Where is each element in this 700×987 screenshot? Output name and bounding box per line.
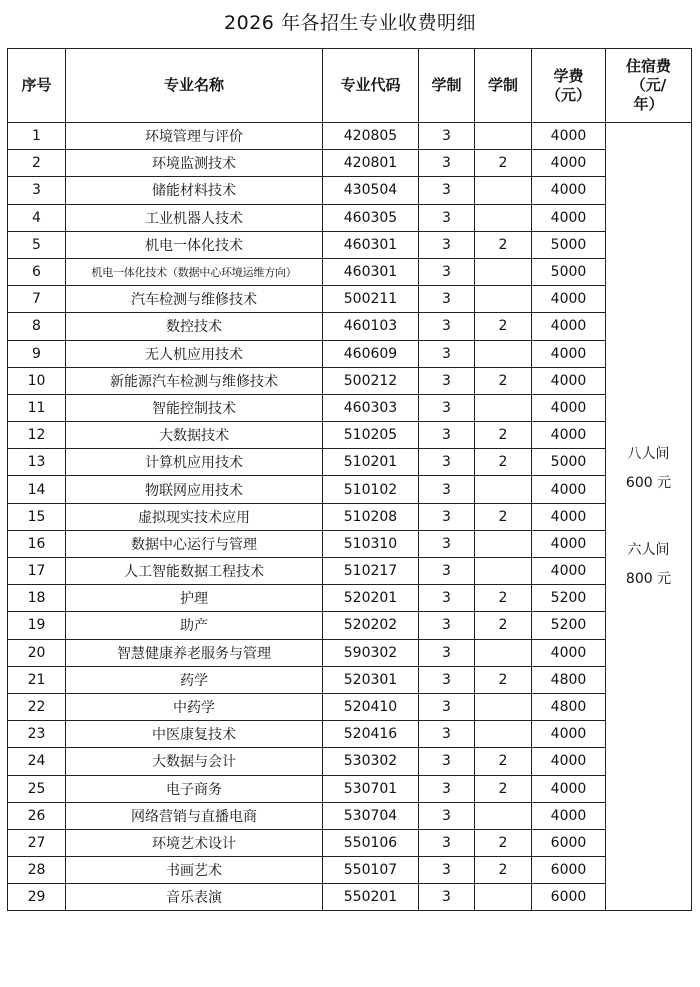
header-major-code: 专业代码 [323, 49, 419, 123]
cell-major-code: 520201 [323, 585, 419, 612]
cell-duration-2: 2 [475, 231, 532, 258]
table-row [8, 829, 692, 856]
cell-tuition: 4000 [532, 150, 606, 177]
header-seq: 序号 [8, 49, 66, 123]
table-row [8, 585, 692, 612]
cell-duration: 3 [419, 612, 475, 639]
table-row [8, 123, 692, 150]
cell-major-name: 书画艺术 [66, 857, 323, 884]
cell-duration-2: 2 [475, 313, 532, 340]
table-row [8, 204, 692, 231]
cell-major-name: 网络营销与直播电商 [66, 802, 323, 829]
cell-major-name: 计算机应用技术 [66, 449, 323, 476]
cell-seq: 16 [8, 530, 66, 557]
cell-tuition: 4000 [532, 204, 606, 231]
table-row [8, 693, 692, 720]
document-title: 2026 年各招生专业收费明细 [224, 12, 476, 34]
header-row [8, 49, 692, 123]
cell-tuition: 4000 [532, 340, 606, 367]
cell-duration-2 [475, 340, 532, 367]
cell-major-name: 电子商务 [66, 775, 323, 802]
cell-major-code: 460305 [323, 204, 419, 231]
cell-seq: 18 [8, 585, 66, 612]
table-row [8, 775, 692, 802]
cell-duration: 3 [419, 476, 475, 503]
cell-tuition: 4000 [532, 748, 606, 775]
cell-seq: 20 [8, 639, 66, 666]
cell-tuition: 4000 [532, 313, 606, 340]
cell-major-code: 520301 [323, 666, 419, 693]
cell-major-code: 500211 [323, 286, 419, 313]
cell-major-code: 550201 [323, 884, 419, 911]
table-row [8, 476, 692, 503]
cell-major-name: 环境管理与评价 [66, 123, 323, 150]
fee-table [7, 48, 692, 911]
cell-tuition: 4000 [532, 802, 606, 829]
cell-tuition: 4000 [532, 639, 606, 666]
cell-duration-2: 2 [475, 449, 532, 476]
cell-tuition: 6000 [532, 857, 606, 884]
cell-duration-2: 2 [475, 829, 532, 856]
cell-duration: 3 [419, 150, 475, 177]
dorm-option-six-label: 六人间 [627, 541, 670, 558]
cell-duration-2 [475, 802, 532, 829]
cell-seq: 26 [8, 802, 66, 829]
cell-seq: 23 [8, 721, 66, 748]
cell-duration: 3 [419, 231, 475, 258]
table-row [8, 313, 692, 340]
cell-major-code: 420805 [323, 123, 419, 150]
table-row [8, 258, 692, 285]
cell-duration-2: 2 [475, 857, 532, 884]
table-row [8, 340, 692, 367]
cell-duration: 3 [419, 286, 475, 313]
cell-tuition: 4000 [532, 775, 606, 802]
cell-tuition: 4000 [532, 123, 606, 150]
cell-seq: 13 [8, 449, 66, 476]
cell-tuition: 5000 [532, 231, 606, 258]
cell-duration-2: 2 [475, 367, 532, 394]
table-row [8, 884, 692, 911]
cell-duration-2 [475, 639, 532, 666]
cell-duration: 3 [419, 204, 475, 231]
dorm-option-six-price: 800 元 [625, 570, 672, 587]
cell-seq: 22 [8, 693, 66, 720]
cell-tuition: 4800 [532, 666, 606, 693]
cell-tuition: 5200 [532, 612, 606, 639]
cell-duration: 3 [419, 721, 475, 748]
cell-seq: 24 [8, 748, 66, 775]
cell-duration: 3 [419, 639, 475, 666]
cell-major-code: 460301 [323, 258, 419, 285]
cell-duration-2: 2 [475, 422, 532, 449]
table-row [8, 558, 692, 585]
cell-duration: 3 [419, 748, 475, 775]
cell-duration-2: 2 [475, 585, 532, 612]
table-row [8, 721, 692, 748]
header-dorm-line3: 年） [633, 95, 664, 113]
cell-major-name: 大数据技术 [66, 422, 323, 449]
header-duration: 学制 [419, 49, 475, 123]
cell-major-name: 音乐表演 [66, 884, 323, 911]
cell-major-code: 510205 [323, 422, 419, 449]
cell-tuition: 4000 [532, 558, 606, 585]
cell-duration-2 [475, 177, 532, 204]
cell-duration: 3 [419, 449, 475, 476]
table-row [8, 530, 692, 557]
cell-seq: 29 [8, 884, 66, 911]
cell-duration-2: 2 [475, 150, 532, 177]
header-dorm-line2: （元/ [630, 76, 667, 94]
cell-major-name: 环境监测技术 [66, 150, 323, 177]
cell-duration-2: 2 [475, 748, 532, 775]
cell-major-code: 510217 [323, 558, 419, 585]
cell-major-code: 460609 [323, 340, 419, 367]
header-dorm-line1: 住宿费 [625, 57, 671, 75]
cell-major-code: 520416 [323, 721, 419, 748]
cell-duration-2 [475, 558, 532, 585]
cell-major-code: 530704 [323, 802, 419, 829]
cell-seq: 11 [8, 394, 66, 421]
cell-duration: 3 [419, 884, 475, 911]
cell-duration: 3 [419, 666, 475, 693]
cell-seq: 2 [8, 150, 66, 177]
cell-duration-2: 2 [475, 775, 532, 802]
cell-major-name: 护理 [66, 585, 323, 612]
cell-duration-2: 2 [475, 503, 532, 530]
cell-duration-2: 2 [475, 666, 532, 693]
cell-duration-2 [475, 204, 532, 231]
dorm-option-eight-label: 八人间 [627, 445, 670, 462]
cell-major-name: 机电一体化技术 [66, 231, 323, 258]
cell-duration: 3 [419, 585, 475, 612]
table-row [8, 639, 692, 666]
table-row [8, 449, 692, 476]
cell-duration-2 [475, 258, 532, 285]
cell-major-code: 530701 [323, 775, 419, 802]
cell-duration: 3 [419, 530, 475, 557]
cell-major-name: 数控技术 [66, 313, 323, 340]
cell-duration: 3 [419, 177, 475, 204]
cell-major-name: 大数据与会计 [66, 748, 323, 775]
cell-duration: 3 [419, 693, 475, 720]
cell-tuition: 5000 [532, 449, 606, 476]
cell-major-name: 环境艺术设计 [66, 829, 323, 856]
header-tuition [532, 49, 606, 123]
cell-tuition: 4000 [532, 422, 606, 449]
cell-major-code: 510201 [323, 449, 419, 476]
cell-duration: 3 [419, 775, 475, 802]
cell-major-name: 智慧健康养老服务与管理 [66, 639, 323, 666]
cell-major-code: 510102 [323, 476, 419, 503]
cell-tuition: 5000 [532, 258, 606, 285]
cell-major-code: 550106 [323, 829, 419, 856]
cell-major-name: 工业机器人技术 [66, 204, 323, 231]
cell-major-name: 药学 [66, 666, 323, 693]
dorm-option-eight-price: 600 元 [625, 474, 672, 491]
cell-duration: 3 [419, 258, 475, 285]
cell-duration-2: 2 [475, 612, 532, 639]
dorm-fee-cell [606, 123, 692, 911]
cell-major-name: 物联网应用技术 [66, 476, 323, 503]
cell-major-name: 中药学 [66, 693, 323, 720]
cell-major-name: 虚拟现实技术应用 [66, 503, 323, 530]
cell-major-name: 智能控制技术 [66, 394, 323, 421]
cell-major-name: 人工智能数据工程技术 [66, 558, 323, 585]
cell-duration: 3 [419, 829, 475, 856]
table-row [8, 666, 692, 693]
cell-seq: 25 [8, 775, 66, 802]
cell-duration: 3 [419, 802, 475, 829]
cell-major-code: 510310 [323, 530, 419, 557]
cell-major-code: 520202 [323, 612, 419, 639]
cell-duration-2 [475, 530, 532, 557]
cell-tuition: 4000 [532, 721, 606, 748]
cell-duration: 3 [419, 367, 475, 394]
header-dorm-fee [606, 49, 692, 123]
cell-seq: 12 [8, 422, 66, 449]
cell-duration: 3 [419, 313, 475, 340]
cell-major-name: 数据中心运行与管理 [66, 530, 323, 557]
table-row [8, 748, 692, 775]
table-row [8, 367, 692, 394]
cell-major-name: 机电一体化技术（数据中心环境运维方向） [66, 258, 323, 285]
cell-duration: 3 [419, 422, 475, 449]
cell-major-code: 530302 [323, 748, 419, 775]
cell-seq: 15 [8, 503, 66, 530]
cell-duration-2 [475, 394, 532, 421]
cell-seq: 19 [8, 612, 66, 639]
cell-major-name: 无人机应用技术 [66, 340, 323, 367]
cell-tuition: 4800 [532, 693, 606, 720]
cell-seq: 10 [8, 367, 66, 394]
cell-seq: 27 [8, 829, 66, 856]
cell-duration-2 [475, 123, 532, 150]
header-duration-2: 学制 [475, 49, 532, 123]
cell-seq: 7 [8, 286, 66, 313]
table-row [8, 286, 692, 313]
table-row [8, 177, 692, 204]
cell-tuition: 6000 [532, 829, 606, 856]
cell-seq: 9 [8, 340, 66, 367]
cell-major-code: 500212 [323, 367, 419, 394]
cell-major-code: 460103 [323, 313, 419, 340]
cell-tuition: 6000 [532, 884, 606, 911]
cell-duration: 3 [419, 558, 475, 585]
cell-major-name: 新能源汽车检测与维修技术 [66, 367, 323, 394]
table-row [8, 150, 692, 177]
table-row [8, 422, 692, 449]
table-row [8, 612, 692, 639]
table-row [8, 802, 692, 829]
cell-tuition: 4000 [532, 177, 606, 204]
table-row [8, 503, 692, 530]
cell-seq: 5 [8, 231, 66, 258]
cell-seq: 17 [8, 558, 66, 585]
cell-seq: 3 [8, 177, 66, 204]
cell-duration: 3 [419, 857, 475, 884]
cell-duration-2 [475, 693, 532, 720]
cell-duration: 3 [419, 503, 475, 530]
cell-major-name: 助产 [66, 612, 323, 639]
cell-duration-2 [475, 721, 532, 748]
cell-major-code: 430504 [323, 177, 419, 204]
cell-major-name: 中医康复技术 [66, 721, 323, 748]
cell-seq: 14 [8, 476, 66, 503]
table-row [8, 394, 692, 421]
cell-duration-2 [475, 476, 532, 503]
cell-major-code: 460303 [323, 394, 419, 421]
cell-seq: 1 [8, 123, 66, 150]
cell-tuition: 4000 [532, 367, 606, 394]
cell-tuition: 4000 [532, 394, 606, 421]
header-tuition-line1: 学费 [553, 66, 584, 85]
cell-major-code: 460301 [323, 231, 419, 258]
header-tuition-line2: （元） [545, 85, 591, 104]
cell-major-code: 520410 [323, 693, 419, 720]
cell-seq: 8 [8, 313, 66, 340]
cell-duration: 3 [419, 123, 475, 150]
cell-tuition: 4000 [532, 476, 606, 503]
table-row [8, 231, 692, 258]
dorm-option-six [606, 536, 691, 594]
cell-duration: 3 [419, 340, 475, 367]
header-major-name: 专业名称 [66, 49, 323, 123]
cell-major-name: 储能材料技术 [66, 177, 323, 204]
cell-tuition: 4000 [532, 530, 606, 557]
cell-tuition: 4000 [532, 286, 606, 313]
cell-major-code: 510208 [323, 503, 419, 530]
dorm-option-eight [606, 440, 691, 498]
table-row [8, 857, 692, 884]
cell-duration: 3 [419, 394, 475, 421]
cell-tuition: 4000 [532, 503, 606, 530]
cell-seq: 6 [8, 258, 66, 285]
cell-duration-2 [475, 286, 532, 313]
cell-seq: 4 [8, 204, 66, 231]
cell-seq: 21 [8, 666, 66, 693]
cell-seq: 28 [8, 857, 66, 884]
cell-major-code: 420801 [323, 150, 419, 177]
cell-tuition: 5200 [532, 585, 606, 612]
cell-duration-2 [475, 884, 532, 911]
cell-major-code: 550107 [323, 857, 419, 884]
cell-major-name: 汽车检测与维修技术 [66, 286, 323, 313]
cell-major-code: 590302 [323, 639, 419, 666]
